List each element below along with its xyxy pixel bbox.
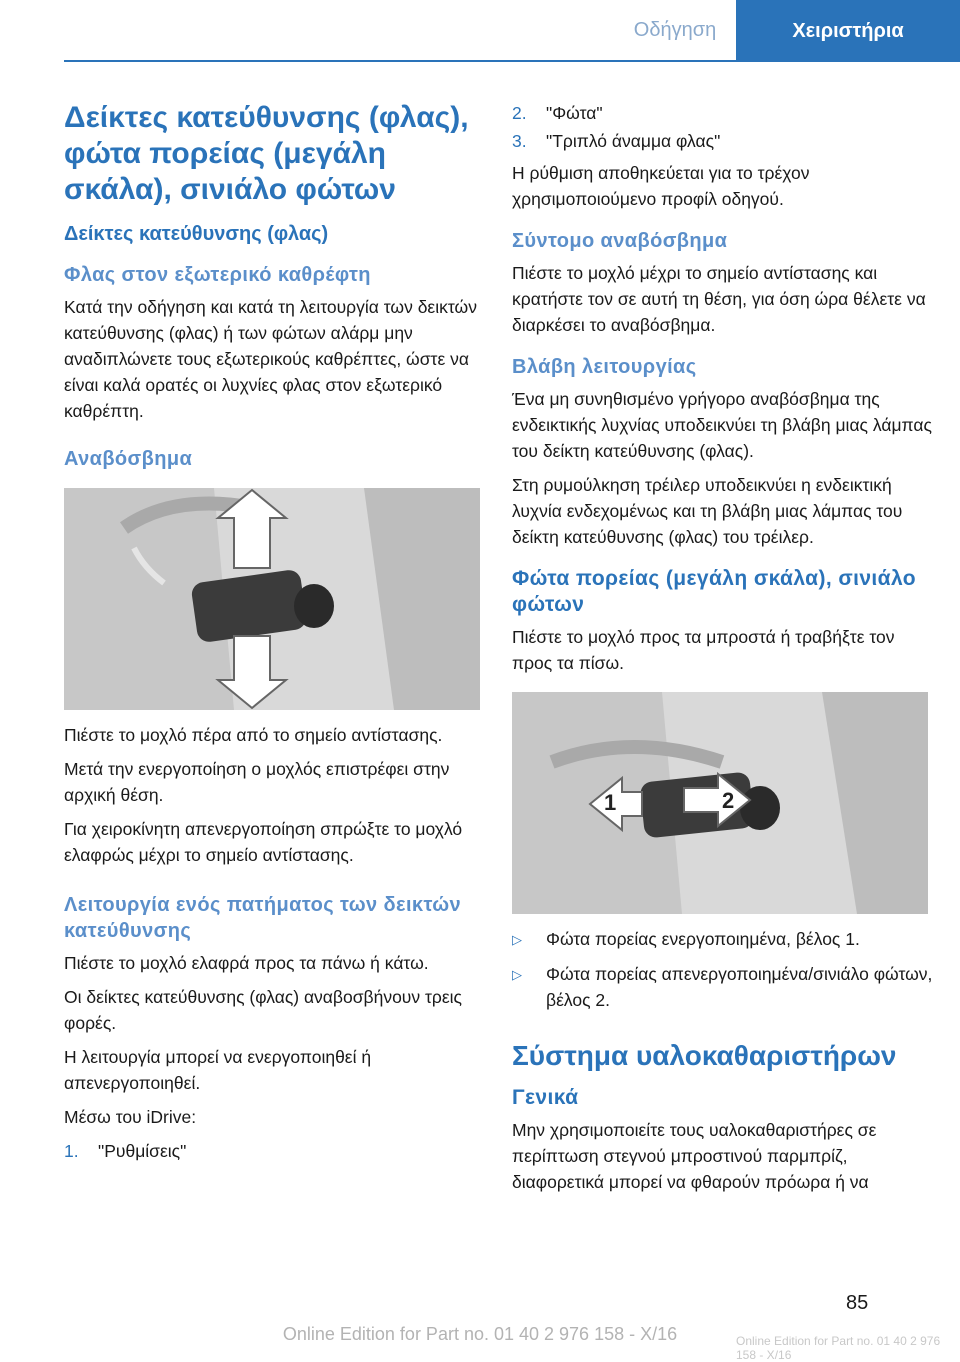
lever-illustration-2: [512, 692, 928, 914]
subtitle-turn-signals: Δείκτες κατεύθυνσης (φλας): [64, 223, 329, 245]
text-setting-saved: Η ρύθμιση αποθηκεύεται για το τρέχον χρησιμοποιούμενο προφίλ οδηγού.: [512, 163, 810, 209]
list-item: [512, 926, 936, 953]
text-flash-p3: Για χειροκίνητη απενεργοποίηση σπρώξτε το μοχλό ελαφρώς μέχρι το σημείο αντίστασης.: [64, 819, 463, 865]
text-one-touch-p3: Η λειτουργία μπορεί να ενεργοποιηθεί ή απενεργοποιηθεί.: [64, 1047, 372, 1093]
figure-lever-forward-back: [512, 692, 928, 914]
heading-one-touch: Λειτουργία ενός πατήματος των δεικτών κατεύθυνσης: [64, 894, 462, 942]
text-flash-p2: Μετά την ενεργοποίηση ο μοχλός επιστρέφει στην αρχική θέση.: [64, 759, 450, 805]
text-one-touch-p4: Μέσω του iDrive:: [64, 1107, 197, 1127]
heading-general: Γενικά: [512, 1086, 579, 1109]
list-text: Φώτα πορείας απενεργοποιημένα/σινιάλο φώτων, βέλος 2.: [546, 964, 933, 1010]
list-number: 2.: [512, 103, 527, 123]
heading-high-beam: Φώτα πορείας (μεγάλη σκάλα), σινιάλο φώτων: [512, 567, 916, 616]
page-number: 85: [846, 1292, 869, 1314]
list-text: "Ρυθμίσεις": [98, 1141, 187, 1161]
page-title: Δείκτες κατεύθυνσης (φλας), φώτα πορείας (μεγάλη σκάλα), σινιάλο φώτων: [64, 101, 469, 206]
heading-flashing: Αναβόσβημα: [64, 448, 193, 470]
list-text: "Τριπλό άναμμα φλας": [546, 131, 721, 151]
text-mirror-signals: Κατά την οδήγηση και κατά τη λειτουργία των δεικτών κατεύθυνσης (φλας) ή των φώτων αλάρμ μην αναδιπλώνετε τους εξωτερικούς καθρέπτες, ώστε να είναι καλά ορατές οι λυχνίες φλας στον εξωτερικό καθρέπτη.: [64, 297, 477, 421]
high-beam-bullets: [512, 926, 936, 1013]
text-malfunction-p2: Στη ρυμούλκηση τρέιλερ υποδεικνύει η ενδεικτική λυχνία ενδεχομένως και τη βλάβη μιας λάμπας του δείκτη κατεύθυνσης (φλας) του τρέιλερ.: [512, 475, 903, 547]
text-high-beam: Πιέστε το μοχλό προς τα μπροστά ή τραβήξτε τον προς τα πίσω.: [512, 627, 895, 673]
right-column: [512, 100, 936, 1203]
text-short-flash: Πιέστε το μοχλό μέχρι το σημείο αντίστασης και κρατήστε τον σε αυτή τη θέση, για όση ώρα θέλετε να διαρκέσει το αναβόσβημα.: [512, 263, 926, 335]
list-item: [512, 961, 936, 1013]
header-rule: [64, 60, 960, 62]
text-one-touch-p2: Οι δείκτες κατεύθυνσης (φλας) αναβοσβήνουν τρεις φορές.: [64, 987, 462, 1033]
tab-controls[interactable]: Χειριστήρια: [736, 0, 960, 62]
bullet-triangle-icon: ▷: [512, 932, 522, 947]
bullet-triangle-icon: ▷: [512, 967, 522, 982]
heading-mirror-signals: Φλας στον εξωτερικό καθρέφτη: [64, 264, 371, 286]
page-header: [0, 0, 960, 62]
tab-driving[interactable]: Οδήγηση: [633, 18, 717, 41]
text-general: Μην χρησιμοποιείτε τους υαλοκαθαριστήρες σε περίπτωση στεγνού μπροστινού παρμπρίζ, διαφορετικά μπορεί να φθαρούν πρόωρα ή να: [512, 1120, 877, 1192]
heading-short-flash: Σύντομο αναβόσβημα: [512, 230, 728, 252]
idrive-steps-list: [64, 1138, 488, 1164]
list-number: 1.: [64, 1141, 79, 1161]
lever-illustration: [64, 488, 480, 710]
list-number: 3.: [512, 131, 527, 151]
figure-lever-up-down: [64, 488, 480, 710]
footer-watermark: Online Edition for Part no. 01 40 2 976 158 - X/16: [736, 1334, 941, 1362]
list-text: "Φώτα": [546, 103, 603, 123]
text-one-touch-p1: Πιέστε το μοχλό ελαφρά προς τα πάνω ή κάτω.: [64, 953, 429, 973]
left-column: [64, 100, 488, 1170]
text-malfunction-p1: Ένα μη συνηθισμένο γρήγορο αναβόσβημα της ενδεικτικής λυχνίας υποδεικνύει τη βλάβη μιας λάμπας του δείκτη κατεύθυνσης (φλας).: [512, 389, 932, 461]
list-text: Φώτα πορείας ενεργοποιημένα, βέλος 1.: [546, 929, 860, 949]
footer-edition: Online Edition for Part no. 01 40 2 976 158 - X/16: [282, 1324, 678, 1344]
idrive-steps-list-cont: [512, 100, 936, 154]
arrow-2-label: 2: [722, 788, 735, 813]
heading-wiper-system: Σύστημα υαλοκαθαριστήρων: [512, 1040, 897, 1071]
arrow-1-label: 1: [604, 790, 617, 815]
list-item: [64, 1138, 488, 1164]
list-item: [512, 100, 936, 126]
text-flash-p1: Πιέστε το μοχλό πέρα από το σημείο αντίστασης.: [64, 725, 443, 745]
list-item: [512, 128, 936, 154]
heading-malfunction: Βλάβη λειτουργίας: [512, 356, 697, 378]
